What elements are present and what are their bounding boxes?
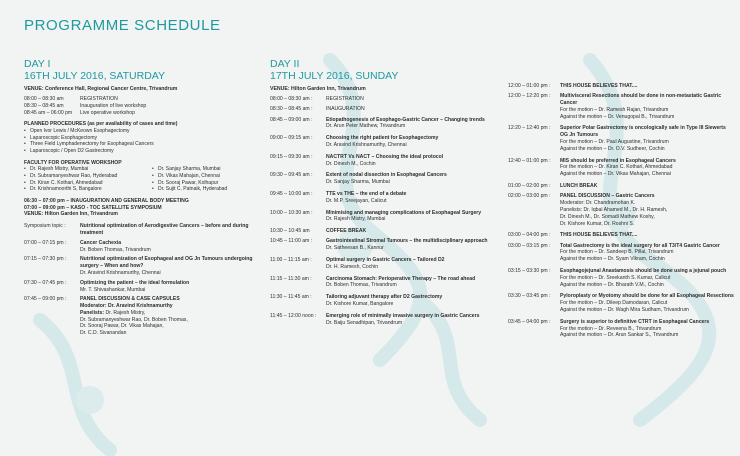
session-detail: Moderator: Dr. Chandramohan K. bbox=[560, 200, 636, 207]
faculty-item: • Dr. Sooraj Pawar, Kolhapur bbox=[152, 180, 269, 187]
session-detail: Against the motion – Dr. Wagh Mira Sudham, Trivandrum bbox=[560, 307, 689, 314]
faculty-item: • Dr. Sujit C. Patnaik, Hyderabad bbox=[152, 186, 269, 193]
day2-schedule-list bbox=[270, 96, 502, 326]
schedule-row bbox=[508, 158, 734, 178]
schedule-row bbox=[270, 96, 502, 103]
session-title: Total Gastrectomy is the ideal surgery for all T3/T4 Gastric Cancer bbox=[560, 242, 720, 249]
session-detail: Dr. Rajesh Mistry, Mumbai bbox=[326, 216, 386, 223]
time: 03:30 – 03:45 pm : bbox=[508, 293, 551, 300]
schedule-row bbox=[508, 232, 734, 239]
session-row bbox=[24, 256, 269, 276]
session-title: Nutritional optimization of Esophageal and OG Jn Tumours undergoing surgery – When and how? bbox=[80, 256, 253, 270]
session-detail: For the motion – Dr. Paul Augustine, Trivandrum bbox=[560, 139, 669, 146]
session-title: NACTRT Vs NACT – Choosing the ideal protocol bbox=[326, 153, 444, 160]
time: 08:30 – 08:45 am bbox=[24, 102, 64, 109]
day1-venue: VENUE: Conference Hall, Regional Cancer Centre, Trivandrum bbox=[24, 86, 178, 92]
time: 07:15 – 07:30 pm : bbox=[24, 256, 67, 263]
time: 09:30 – 09:45 am : bbox=[270, 172, 313, 179]
session-title: THIS HOUSE BELIEVES THAT.... bbox=[560, 83, 638, 89]
time: 03:00 – 04:00 pm : bbox=[508, 232, 551, 239]
schedule-row bbox=[270, 191, 502, 205]
schedule-row bbox=[508, 125, 734, 152]
session-detail: Against the motion – Dr. O.V. Sudheer, Cochin bbox=[560, 145, 665, 152]
time: 01:00 – 02:00 pm : bbox=[508, 183, 551, 190]
time: 09:45 – 10:00 am : bbox=[270, 190, 313, 197]
session-detail: For the motion – Dr. Sreekanth S. Kumar, Calicut bbox=[560, 274, 671, 281]
session-title: Superior Polar Gastrectomy is oncologically safe in Type III Siewerts OG Jn Tumours bbox=[560, 125, 726, 139]
symposium-text: Nutritional optimization of Aerodigestive Cancers – before and during treatment bbox=[80, 223, 249, 236]
evening-item: 06:30 – 07:00 pm – INAUGURATION AND GENERAL BODY MEETING bbox=[24, 197, 189, 204]
time: 07:45 – 09:00 pm : bbox=[24, 296, 67, 303]
session-title: Cancer Cachexia bbox=[80, 239, 122, 246]
schedule-row bbox=[270, 210, 502, 224]
procedure-item: • Laparoscopic / Open D2 Gastrectomy bbox=[24, 148, 269, 155]
faculty-item: • Dr. Subramanyeshwar Rao, Hyderabad bbox=[24, 173, 152, 180]
schedule-row bbox=[508, 93, 734, 120]
session-title: MIS should be preferred in Esophageal Cancers bbox=[560, 157, 676, 164]
session-title: Optimal surgery in Gastric Cancers – Tailored D2 bbox=[326, 257, 445, 264]
session-title: Extent of nodal dissection in Esophageal Cancers bbox=[326, 172, 447, 179]
activity: REGISTRATION bbox=[80, 96, 118, 102]
session-row bbox=[24, 240, 269, 254]
time: 12:20 – 12:40 pm : bbox=[508, 125, 551, 132]
day1-date: 16TH JULY 2016, SATURDAY bbox=[24, 70, 166, 82]
time: 09:15 – 09:30 am : bbox=[270, 153, 313, 160]
panel-title: PANEL DISCUSSION & CASE CAPSULES bbox=[80, 296, 180, 303]
panelist: Dr. Subramanyeshwar Rao, Dr. Boben Thomas, bbox=[80, 316, 188, 323]
time: 11:45 – 12:00 noon : bbox=[270, 312, 317, 319]
schedule-row bbox=[508, 268, 734, 288]
procedure-item: • Laparoscopic Esophagectomy bbox=[24, 135, 269, 142]
symposium-topic bbox=[24, 223, 269, 237]
schedule-row bbox=[508, 293, 734, 313]
panelist: Dr. Sooraj Pawar, Dr. Vikas Mahajan, bbox=[80, 323, 164, 330]
time: 12:00 – 12:20 pm : bbox=[508, 93, 551, 100]
page-title: PROGRAMME SCHEDULE bbox=[24, 17, 221, 34]
time: 03:00 – 03:15 pm : bbox=[508, 242, 551, 249]
speaker: Mr. T. Shivashankar, Mumbai bbox=[80, 286, 146, 293]
schedule-row bbox=[508, 183, 734, 190]
panel-moderator: Moderator: Dr. Aravind Krishnamurthy bbox=[80, 303, 173, 310]
time: 08:00 – 08:30 am : bbox=[270, 96, 313, 102]
schedule-row bbox=[508, 243, 734, 263]
time: 08:45 am – 06:00 pm bbox=[24, 109, 73, 116]
time: 11:00 – 11:15 am : bbox=[270, 257, 312, 264]
time: 10:45 – 11:00 am : bbox=[270, 238, 313, 245]
session-detail: For the motion – Dr. Reveena B., Trivandrum bbox=[560, 325, 662, 332]
schedule-row bbox=[270, 106, 502, 113]
day2-date: 17TH JULY 2016, SUNDAY bbox=[270, 70, 399, 82]
schedule-row bbox=[508, 319, 734, 339]
schedule-row bbox=[270, 172, 502, 186]
session-title: Esophagojejunal Anastamosis should be done using a jejunal pouch bbox=[560, 268, 727, 275]
symposium-label: Symposium topic : bbox=[24, 223, 66, 230]
schedule-row bbox=[270, 276, 502, 290]
session-title: Gastrointestinal Stromal Tumours – the multidisciplinary approach bbox=[326, 238, 488, 245]
session-title: Multivisceral Resections should be done in non-metastatic Gastric Cancer bbox=[560, 93, 722, 107]
session-detail: Dr. M.P. Sreejayan, Calicut bbox=[326, 197, 387, 204]
time: 07:00 – 07:15 pm : bbox=[24, 239, 67, 246]
schedule-row bbox=[24, 96, 269, 103]
time: 09:00 – 09:15 am : bbox=[270, 135, 313, 142]
session-title: Pyloroplasty or Myotomy should be done for all Esophageal Resections bbox=[560, 293, 734, 300]
schedule-row bbox=[270, 228, 502, 235]
time: 11:30 – 11:45 am : bbox=[270, 294, 312, 301]
day2-afternoon-column bbox=[508, 83, 734, 344]
schedule-row bbox=[270, 117, 502, 131]
day1-column bbox=[24, 58, 269, 337]
session-detail: Dr. Dinesh M., Dr. Somadi Mathew Koshy, bbox=[560, 213, 655, 220]
session-detail: Dr. Dinesh M., Cochin bbox=[326, 160, 376, 167]
session-title: COFFEE BREAK bbox=[326, 228, 367, 235]
session-detail: For the motion – Dr. Sandeep B. Pillai, Trivandrum bbox=[560, 249, 674, 256]
session-title: THIS HOUSE BELIEVES THAT.... bbox=[560, 232, 638, 239]
speaker: Dr. Boben Thomas, Trivandrum bbox=[80, 246, 151, 253]
faculty-item: • Dr. Kiran C. Kothari, Ahmedabad bbox=[24, 180, 152, 187]
faculty-heading: FACULTY FOR OPERATIVE WORKSHOP bbox=[24, 159, 122, 166]
faculty-list bbox=[24, 166, 269, 192]
session-row bbox=[24, 280, 269, 294]
time: 10:30 – 10:45 am bbox=[270, 228, 310, 235]
session-title: REGISTRATION bbox=[326, 96, 364, 102]
time: 10:00 – 10:30 am : bbox=[270, 209, 313, 216]
day2-afternoon-schedule-list bbox=[508, 83, 734, 339]
time: 12:00 – 01:00 pm : bbox=[508, 83, 551, 89]
session-title: Etiopathogenesis of Esophago-Gastric Cancer – Changing trends bbox=[326, 116, 485, 123]
activity: Live operative workshop bbox=[80, 109, 135, 116]
time: 03:15 – 03:30 pm : bbox=[508, 268, 551, 275]
schedule-row bbox=[270, 154, 502, 168]
planned-procedures-heading: PLANNED PROCEDURES (as per availability of cases and time) bbox=[24, 121, 178, 128]
day2-column bbox=[270, 58, 502, 331]
session-detail: Against the motion – Dr. Arun Sankar S., Trivandrum bbox=[560, 332, 679, 339]
time: 08:45 – 09:00 am : bbox=[270, 116, 313, 123]
schedule-row bbox=[270, 294, 502, 308]
evening-item: 07:00 – 09:00 pm – KASO - TOC SATELLITE SYMPOSIUM bbox=[24, 204, 162, 211]
session-detail: Dr. Kishore Kumar, Bangalore bbox=[326, 301, 394, 308]
session-title: Emerging role of minimally invasive surgery in Gastric Cancers bbox=[326, 312, 480, 319]
session-detail: Dr. Aravind Krishnamurthy, Chennai bbox=[326, 141, 407, 148]
session-title: Minimising and managing complications of Esophageal Surgery bbox=[326, 209, 482, 216]
time: 03:45 – 04:00 pm : bbox=[508, 318, 551, 325]
session-title: Optimizing the patient – the ideal formulation bbox=[80, 279, 190, 286]
session-detail: Dr. Arun Peter Mathew, Trivandrum bbox=[326, 123, 406, 130]
session-detail: Dr. Satheesan B., Kannur bbox=[326, 245, 384, 252]
session-detail: Dr. H. Ramesh, Cochin bbox=[326, 263, 379, 270]
schedule-row bbox=[24, 110, 269, 117]
session-detail: Against the motion – Dr. Bharath V.M., Cochin bbox=[560, 281, 664, 288]
time: 02:00 – 03:00 pm : bbox=[508, 193, 551, 200]
session-detail: For the motion – Dr. Kiran C. Kothari, Ahmedabad bbox=[560, 164, 673, 171]
schedule-row bbox=[270, 135, 502, 149]
day2-name: DAY II bbox=[270, 58, 300, 70]
procedure-item: • Three Field Lymphadenectomy for Esophageal Cancers bbox=[24, 141, 269, 148]
session-detail: Against the motion – Dr. Syam Vikram, Cochin bbox=[560, 256, 665, 263]
session-detail: Panelists: Dr. Iqbal Ahamed M., Dr. H. Ramesh, bbox=[560, 206, 668, 213]
session-detail: For the motion – Dr. Ramesh Rajan, Trivandrum bbox=[560, 106, 669, 113]
time: 07:30 – 07:45 pm : bbox=[24, 279, 67, 286]
time: 11:15 – 11:30 am : bbox=[270, 275, 312, 282]
panelists-label: Panelists: bbox=[80, 309, 105, 316]
evening-venue: VENUE: Hilton Garden Inn, Trivandrum bbox=[24, 211, 118, 218]
faculty-item: • Dr. Rajesh Mistry, Mumbai bbox=[24, 166, 152, 173]
session-title: Carcinoma Stomach: Perioperative Therapy – The road ahead bbox=[326, 275, 476, 282]
faculty-item: • Dr. Vikas Mahajan, Chennai bbox=[152, 173, 269, 180]
session-detail: Dr. Boben Thomas, Trivandrum bbox=[326, 282, 397, 289]
session-title: TTE vs THE – the end of a debate bbox=[326, 190, 407, 197]
time: 08:30 – 08:45 am : bbox=[270, 106, 313, 113]
session-detail: Dr. Baiju Senadhipan, Trivandrum bbox=[326, 319, 403, 326]
activity: Inauguration of live workshop bbox=[80, 102, 147, 109]
session-title: Tailoring adjuvant therapy after D2 Gastrectomy bbox=[326, 294, 443, 301]
schedule-row bbox=[508, 193, 734, 227]
session-title: Choosing the right patient for Esophagectomy bbox=[326, 135, 439, 142]
session-detail: Against the motion – Dr. Venugopal B., Trivandrum bbox=[560, 113, 675, 120]
session-title: PANEL DISCUSSION – Gastric Cancers bbox=[560, 193, 655, 200]
panelist: Dr. Rajesh Mistry, bbox=[105, 309, 146, 316]
speaker: Dr. Aravind Krishnamurthy, Chennai bbox=[80, 269, 161, 276]
time: 12:40 – 01:00 pm : bbox=[508, 157, 551, 164]
session-title: Surgery is superior to definitive CTRT in Esophageal Cancers bbox=[560, 318, 710, 325]
session-detail: Against the motion – Dr. Vikas Mahajan, Chennai bbox=[560, 171, 671, 178]
panelist: Dr. C.D. Sivanandan bbox=[80, 330, 127, 337]
session-detail: For the motion – Dr. Dileep Damodaran, Calicut bbox=[560, 300, 668, 307]
faculty-item: • Dr. Krishnamoorthi S, Bangalore bbox=[24, 186, 152, 193]
panel-row bbox=[24, 296, 269, 337]
day2-venue: VENUE: Hilton Garden Inn, Trivandrum bbox=[270, 86, 366, 92]
day1-name: DAY I bbox=[24, 58, 51, 70]
session-detail: Dr. Kishore Kumar, Dr. Roshni S. bbox=[560, 220, 635, 227]
session-title: LUNCH BREAK bbox=[560, 183, 598, 190]
schedule-row bbox=[270, 238, 502, 252]
faculty-item: • Dr. Sanjay Sharma, Mumbai bbox=[152, 166, 269, 173]
schedule-row bbox=[24, 103, 269, 110]
schedule-row bbox=[270, 313, 502, 327]
schedule-row bbox=[508, 83, 734, 90]
time: 08:00 – 08:30 am bbox=[24, 96, 64, 102]
session-title: INAUGURATION bbox=[326, 106, 365, 113]
procedure-item: • Open Ivor Lewis / McKeown Esophagectomy bbox=[24, 128, 269, 135]
session-detail: Dr. Sanjay Sharma, Mumbai bbox=[326, 179, 390, 186]
schedule-row bbox=[270, 257, 502, 271]
